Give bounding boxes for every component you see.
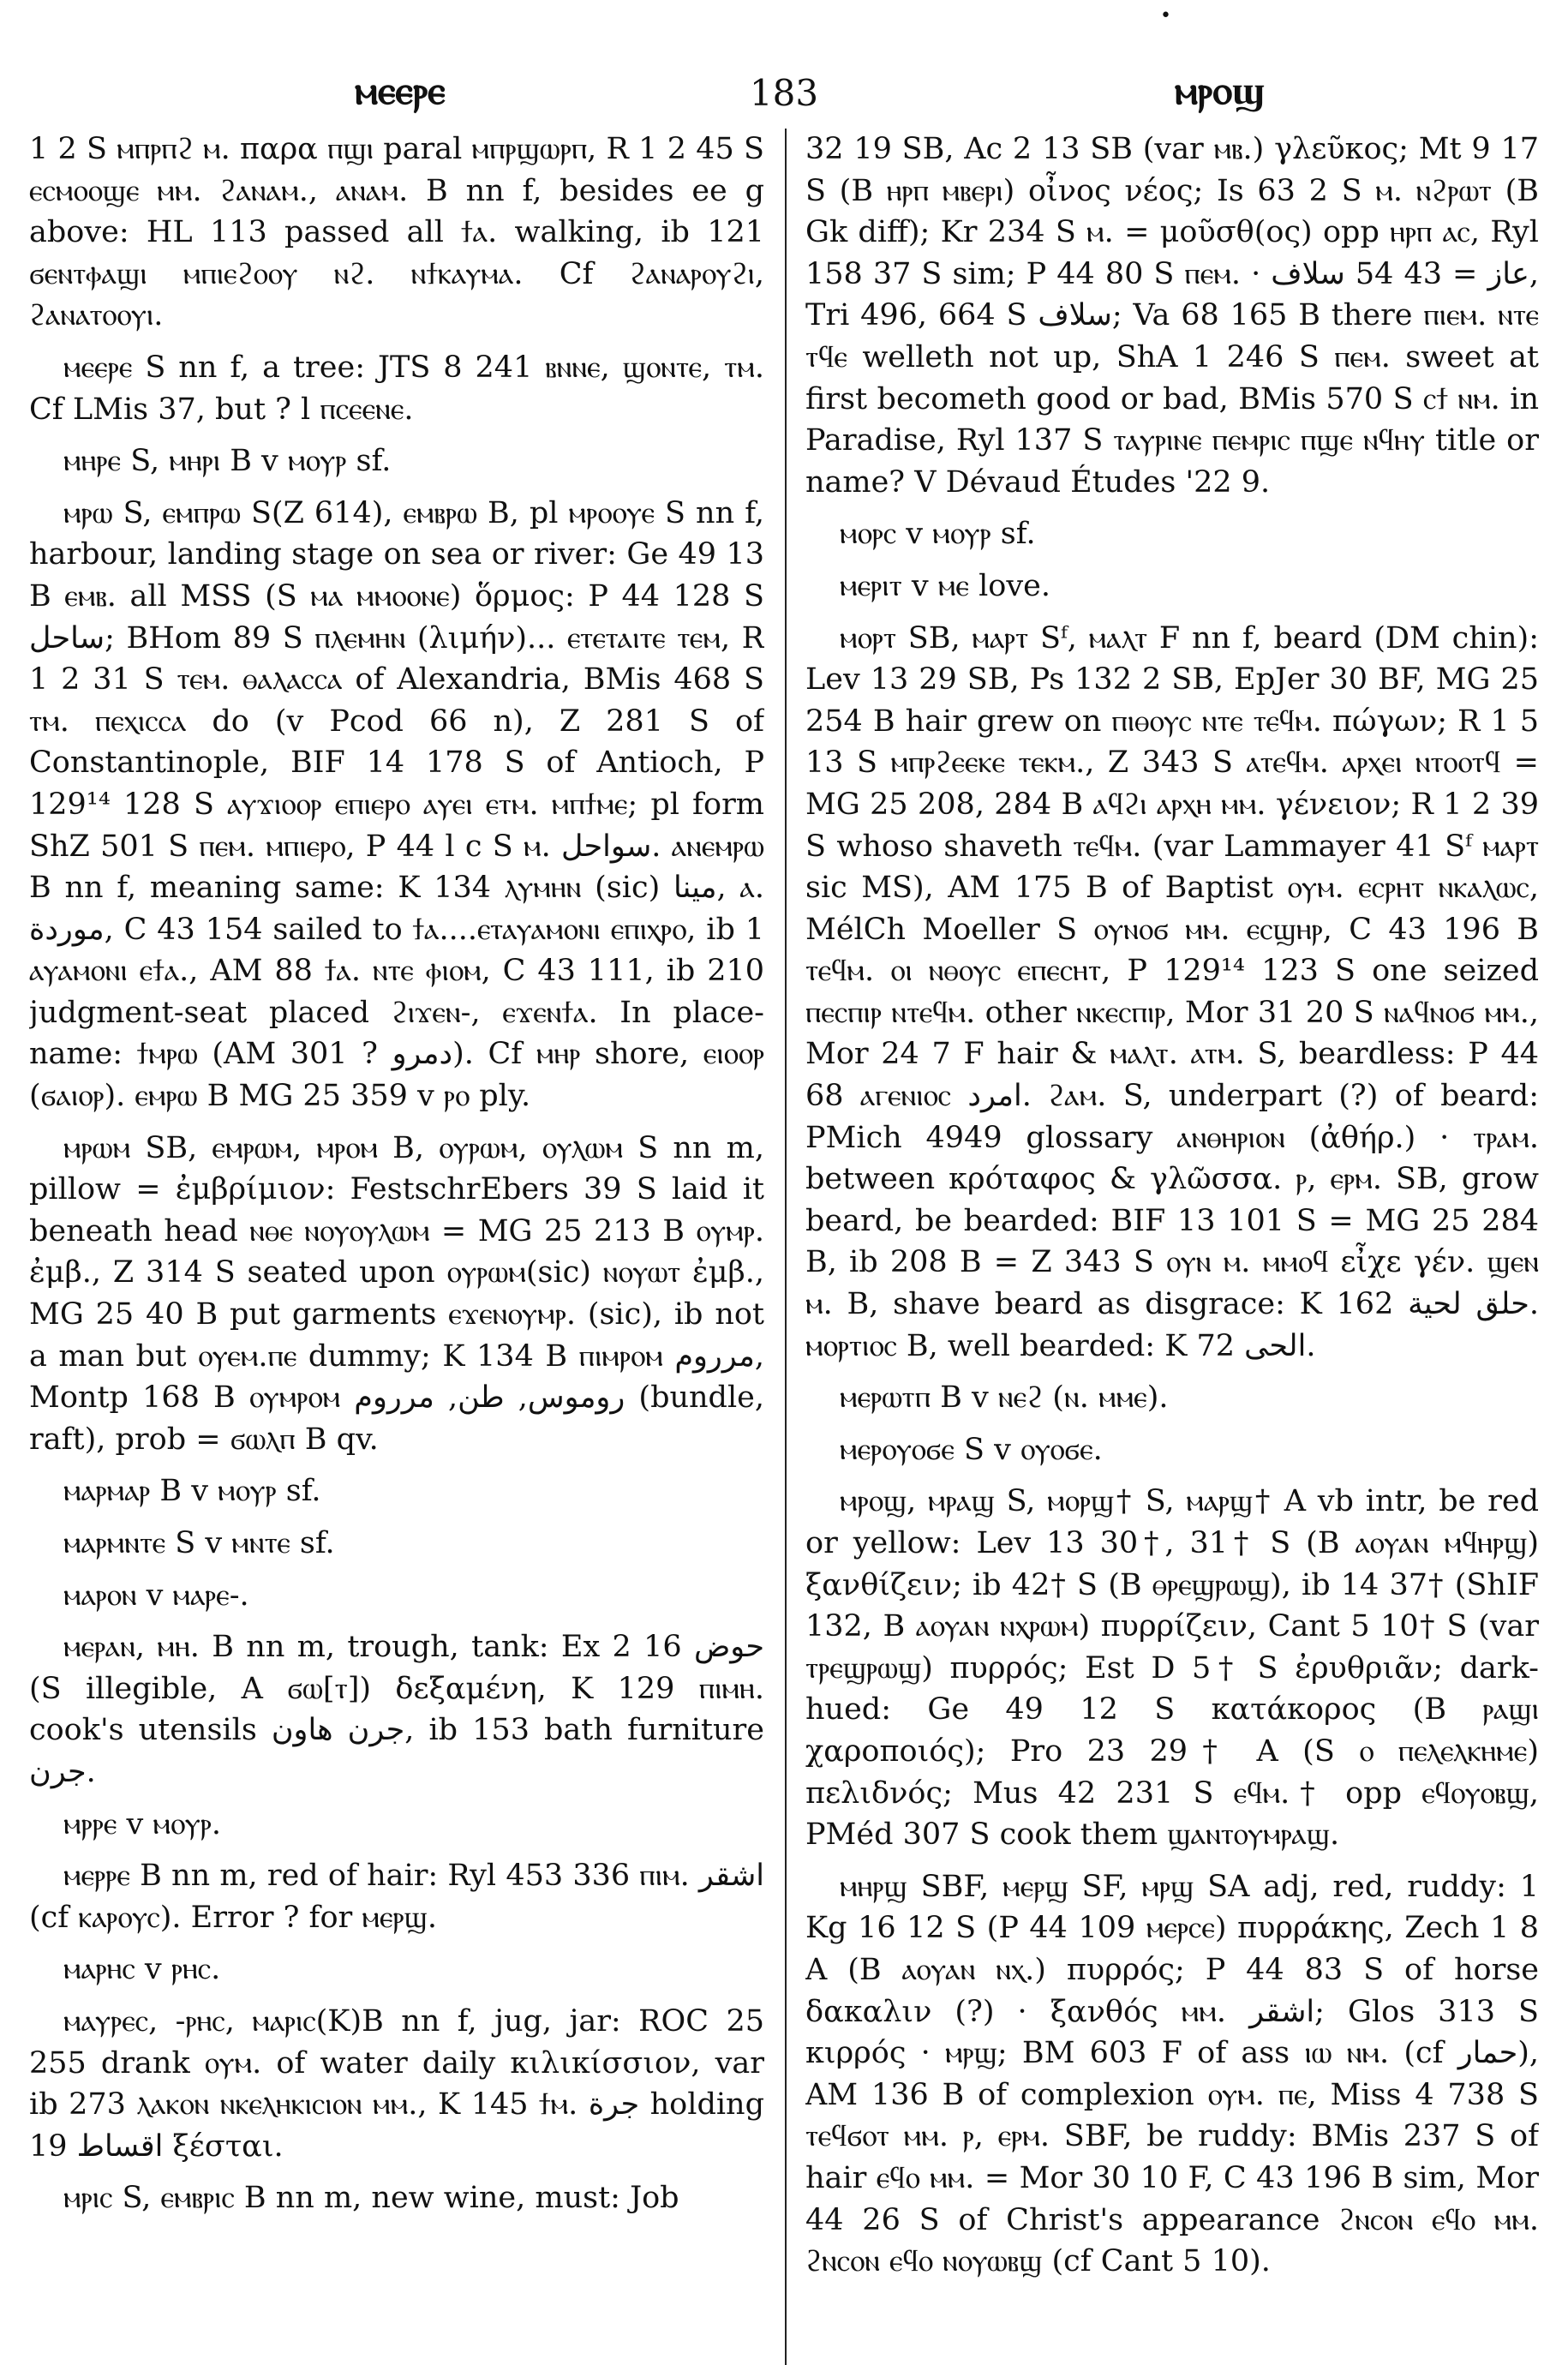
dictionary-entry: ⲙⲣⲟϣ, ⲙⲣⲁϣ S, ⲙⲟⲣϣ† S, ⲙⲁⲣϣ† A vb intr, be red or yellow: Lev 13 30†, 31† S (B ⲁⲟⲩⲁⲛ ⲙϥⲏⲣϣ) ξανθίζειν; ib 42† S (B ⲑⲣⲉϣⲣⲱϣ), ib 14 37† (ShIF 132, B ⲁⲟⲩⲁⲛ ⲛⲭⲣⲱⲙ) πυρρίζειν, Cant 5 10† S (var ⲧⲣⲉϣⲣⲱϣ) πυρρός; Est D 5† S ἐρυθριᾶν; dark-hued: Ge 49 12 S κατάκορος (B ⲣⲁϣⲓ χαροποιός); Pro 23 29† A (S ⲟ ⲡⲉⲗⲉⲗⲕⲏⲙⲉ) πελιδνός; Mus 42 231 S ⲉϥⲙ.† opp ⲉϥⲟⲩⲟⲃϣ, PMéd 307 S cook them ϣⲁⲛⲧⲟⲩⲙⲣⲁϣ.	[805, 1484, 1539, 1853]
dictionary-entry: ⲙⲣⲱⲙ SB, ⲉⲙⲣⲱⲙ, ⲙⲣⲟⲙ B, ⲟⲩⲣⲱⲙ, ⲟⲩⲗⲱⲙ S nn m, pillow = ἐμβρίμιον: FestschrEbers 39 S laid it beneath head ⲛⲑⲉ ⲛⲟⲩⲟⲩⲗⲱⲙ = MG 25 213 B ⲟⲩⲙⲣ. ἐμβ., Z 314 S seated upon ⲟⲩⲣⲱⲙ(sic) ⲛⲟⲩⲱⲧ ἐμβ., MG 25 40 B put garments ⲉϫⲉⲛⲟⲩⲙⲣ. (sic), ib not a man but ⲟⲩⲉⲙ.ⲡⲉ dummy; K 134 B ⲡⲓⲙⲣⲟⲙ مرروم, Montp 168 B ⲟⲩⲙⲣⲟⲙ روموس, طن, مرروم (bundle, raft), prob = ϭⲱⲗⲡ B qv.	[29, 1130, 764, 1457]
left-column	[29, 129, 764, 2365]
dictionary-entry: 32 19 SB, Ac 2 13 SB (var ⲙⲃ.) γλεῦκος; Mt 9 17 S (B ⲏⲣⲡ ⲙⲃⲉⲣⲓ) οἶνος νέος; Is 63 2 S ⲙ. ⲛϩⲣⲱⲧ (B Gk diff); Kr 234 S ⲙ. = μοῦσθ(ος) opp ⲏⲣⲡ ⲁⲥ, Ryl 158 37 S sim; P 44 80 S ⲡⲉⲙ. · عاز = 43 54 سلاف, Tri 496, 664 S سلاف; Va 68 165 B there ⲡⲓⲉⲙ. ⲛⲧⲉ ⲧϥⲉ welleth not up, ShA 1 246 S ⲡⲉⲙ. sweet at first becometh good or bad, BMis 570 S ⲥϯ ⲛⲙ. in Paradise, Ryl 137 S ⲧⲁⲩⲣⲓⲛⲉ ⲡⲉⲙⲣⲓⲥ ⲡϣⲉ ⲛϥⲏⲩ title or name? V Dévaud Études '22 9.	[805, 132, 1539, 500]
page-header	[29, 67, 1539, 127]
dictionary-entry: ⲙⲣⲱ S, ⲉⲙⲡⲣⲱ S(Z 614), ⲉⲙⲃⲣⲱ B, pl ⲙⲣⲟⲟⲩⲉ S nn f, harbour, landing stage on sea or river: Ge 49 13 B ⲉⲙⲃ. all MSS (S ⲙⲁ ⲙⲙⲟⲟⲛⲉ) ὅρμος: P 44 128 S ساحل; BHom 89 S ⲡⲗⲉⲙⲏⲛ (λιμήν)... ⲉⲧⲉⲧⲁⲓⲧⲉ ⲧⲉⲙ, R 1 2 31 S ⲧⲉⲙ. ⲑⲁⲗⲁⲥⲥⲁ of Alexandria, BMis 468 S ⲧⲙ. ⲡⲉⲭⲓⲥⲥⲁ do (v Pcod 66 n), Z 281 S of Constantinople, BIF 14 178 S of Antioch, P 129¹⁴ 128 S ⲁⲩϫⲓⲟⲟⲣ ⲉⲡⲓⲉⲣⲟ ⲁⲩⲉⲓ ⲉⲧⲙ. ⲙⲡϯⲙⲉ; pl form ShZ 501 S ⲡⲉⲙ. ⲙⲡⲓⲉⲣⲟ, P 44 l c S ⲙ. سواحل. ⲁⲛⲉⲙⲣⲱ B nn f, meaning same: K 134 ⲗⲩⲙⲏⲛ (sic) مينا, ⲁ. موردة, C 43 154 sailed to ϯⲁ....ⲉⲧⲁⲩⲁⲙⲟⲛⲓ ⲉⲡⲓⲭⲣⲟ, ib 1 ⲁⲩⲁⲙⲟⲛⲓ ⲉϯⲁ., AM 88 ϯⲁ. ⲛⲧⲉ ⲫⲓⲟⲙ, C 43 111, ib 210 judgment-seat placed ϩⲓϫⲉⲛ-, ⲉϫⲉⲛϯⲁ. In place-name: ϯⲙⲣⲱ (AM 301 ? دمرو). Cf ⲙⲏⲣ shore, ⲉⲓⲟⲟⲣ (ϭⲁⲓⲟⲣ). ⲉⲙⲣⲱ B MG 25 359 v ⲣⲟ ply.	[29, 495, 764, 1114]
top-mark: •	[1160, 5, 1171, 27]
dictionary-entry: ⲙⲣⲓⲥ S, ⲉⲙⲃⲣⲓⲥ B nn m, new wine, must: Job	[63, 2181, 679, 2216]
dictionary-entry: 1 2 S ⲙⲡⲣⲡϩ ⲙ. παρα ⲡϣⲓ paral ⲙⲡⲣϣⲱⲣⲡ, R 1 2 45 S ⲉⲥⲙⲟⲟϣⲉ ⲙⲙ. ϩⲁⲛⲁⲙ., ⲁⲛⲁⲙ. B nn f, besides ee g above: HL 113 passed all ϯⲁ. walking, ib 121 ϭⲉⲛⲧⲫⲁϣⲓ ⲙⲡⲓⲉϩⲟⲟⲩ ⲛϩ. ⲛϯⲕⲁⲩⲙⲁ. Cf ϩⲁⲛⲁⲣⲟⲩϩⲓ, ϩⲁⲛⲁⲧⲟⲟⲩⲓ.	[29, 132, 764, 333]
dictionary-entry: ⲙⲉⲣⲣⲉ B nn m, red of hair: Ryl 453 336 ⲡⲓⲙ. اشقر (cf ⲕⲁⲣⲟⲩⲥ). Error ? for ⲙⲉⲣϣ.	[29, 1859, 764, 1935]
dictionary-entry: ⲙⲁⲩⲣⲉⲥ, -ⲣⲏⲥ, ⲙⲁⲣⲓⲥ(K)B nn f, jug, jar: ROC 25 255 drank ⲟⲩⲙ. of water daily κιλικίσσιον, var ib 273 ⲗⲁⲕⲟⲛ ⲛⲕⲉⲗⲏⲕⲓⲥⲓⲟⲛ ⲙⲙ., K 145 ϯⲙ. جرة holding 19 اقساط ξέσται.	[29, 2003, 764, 2164]
dictionary-entry: ⲙⲉⲣⲁⲛ, ⲙⲏ. B nn m, trough, tank: Ex 2 16 حوض (S illegible, A ϭⲱ[ⲧ]) δεξαμένη, K 129 ⲡⲓⲙⲏ. cook's utensils جرن هاون, ib 153 bath furniture جرن.	[29, 1630, 764, 1789]
dictionary-entry: ⲙⲁⲣⲙⲁⲣ B v ⲙⲟⲩⲣ sf.	[63, 1474, 321, 1509]
dictionary-entry: ⲙⲏⲣⲉ S, ⲙⲏⲣⲓ B v ⲙⲟⲩⲣ sf.	[63, 444, 392, 479]
column-divider	[785, 129, 787, 2365]
dictionary-entry: ⲙⲏⲣϣ SBF, ⲙⲉⲣϣ SF, ⲙⲣϣ SA adj, red, ruddy: 1 Kg 16 12 S (P 44 109 ⲙⲉⲣⲥⲉ) πυρράκης, Zech 1 8 A (B ⲁⲟⲩⲁⲛ ⲛⲭ.) πυρρός; P 44 83 S of horse δακαλιν (?) · ξανθός ⲙⲙ. اشقر; Glos 313 S κιρρός · ⲙⲣϣ; BM 603 F of ass ⲓⲱ ⲛⲙ. (cf حمار), AM 136 B of complexion ⲟⲩⲙ. ⲡⲉ, Miss 4 738 S ⲧⲉϥϭⲟⲧ ⲙⲙ. ⲣ, ⲉⲣⲙ. SBF, be ruddy: BMis 237 S of hair ⲉϥⲟ ⲙⲙ. = Mor 30 10 F, C 43 196 B sim, Mor 44 26 S of Christ's appearance ϩⲛⲥⲟⲛ ⲉϥⲟ ⲙⲙ. ϩⲛⲥⲟⲛ ⲉϥⲟ ⲛⲟⲩⲱⲃϣ (cf Cant 5 10).	[805, 1869, 1539, 2279]
dictionary-entry: ⲙⲉⲣⲓⲧ v ⲙⲉ love.	[840, 568, 1050, 603]
dictionary-entry: ⲙⲁⲣⲏⲥ v ⲣⲏⲥ.	[63, 1952, 221, 1987]
left-running-headword: ⲙⲉⲉⲣⲉ	[355, 67, 446, 113]
page-number: 183	[749, 72, 819, 114]
dictionary-entry: ⲙⲁⲣⲙⲛⲧⲉ S v ⲙⲛⲧⲉ sf.	[63, 1526, 335, 1560]
right-column	[805, 129, 1539, 2365]
right-running-headword: ⲙⲣⲟϣ	[1174, 67, 1265, 113]
dictionary-entry: ⲙⲣⲣⲉ v ⲙⲟⲩⲣ.	[63, 1806, 222, 1841]
dictionary-entry: ⲙⲉⲣⲟⲩⲟϭⲉ S v ⲟⲩⲟϭⲉ.	[840, 1432, 1103, 1467]
dictionary-entry: ⲙⲟⲣⲧ SB, ⲙⲁⲣⲧ Sᶠ, ⲙⲁⲗⲧ F nn f, beard (DM chin): Lev 13 29 SB, Ps 132 2 SB, EpJer 30 BF, MG 25 254 B hair grew on ⲡⲓⲑⲟⲩⲥ ⲛⲧⲉ ⲧⲉϥⲙ. πώγων; R 1 5 13 S ⲙⲡⲣϩⲉⲉⲕⲉ ⲧⲉⲕⲙ., Z 343 S ⲁⲧⲉϥⲙ. ⲁⲣⲭⲉⲓ ⲛⲧⲟⲟⲧϥ = MG 25 208, 284 B ⲁϥϩⲓ ⲁⲣⲭⲏ ⲙⲙ. γένειον; R 1 2 39 S whoso shaveth ⲧⲉϥⲙ. (var Lammayer 41 Sᶠ ⲙⲁⲣⲧ sic MS), AM 175 B of Baptist ⲟⲩⲙ. ⲉⲥⲣⲏⲧ ⲛⲕⲁⲗⲱⲥ, MélCh Moeller S ⲟⲩⲛⲟϭ ⲙⲙ. ⲉⲥϣⲏⲣ, C 43 196 B ⲧⲉϥⲙ. ⲟⲓ ⲛⲑⲟⲩⲥ ⲉⲡⲉⲥⲏⲧ, P 129¹⁴ 123 S one seized ⲡⲉⲥⲡⲓⲣ ⲛⲧⲉϥⲙ. other ⲛⲕⲉⲥⲡⲓⲣ, Mor 31 20 S ⲛⲁϥⲛⲟϭ ⲙⲙ., Mor 24 7 F hair & ⲙⲁⲗⲧ. ⲁⲧⲙ. S, beardless: P 44 68 ⲁⲅⲉⲛⲓⲟⲥ امرد. ϩⲁⲙ. S, underpart (?) of beard: PMich 4949 glossary ⲁⲛⲑⲏⲣⲓⲟⲛ (ἀθήρ.) · ⲧⲣⲁⲙ. between κρόταφος & γλῶσσα. ⲣ, ⲉⲣⲙ. SB, grow beard, be bearded: BIF 13 101 S = MG 25 284 B, ib 208 B = Z 343 S ⲟⲩⲛ ⲙ. ⲙⲙⲟϥ εἶχε γέν. ϣⲉⲛ ⲙ. B, shave beard as disgrace: K 162 حلق لحية. ⲙⲟⲣⲧⲓⲟⲥ B, well bearded: K 72 الحى.	[805, 620, 1539, 1363]
dictionary-entry: ⲙⲁⲣⲟⲛ v ⲙⲁⲣⲉ-.	[63, 1578, 249, 1613]
dictionary-entry: ⲙⲉⲣⲱⲧⲡ B v ⲛⲉϩ (ⲛ. ⲙⲙⲉ).	[840, 1380, 1169, 1416]
dictionary-entry: ⲙⲟⲣⲥ v ⲙⲟⲩⲣ sf.	[840, 517, 1036, 552]
dictionary-entry: ⲙⲉⲉⲣⲉ S nn f, a tree: JTS 8 241 ⲃⲛⲛⲉ, ϣⲟⲛⲧⲉ, ⲧⲙ. Cf LMis 37, but ? l ⲡⲥⲉⲉⲛⲉ.	[29, 350, 764, 427]
